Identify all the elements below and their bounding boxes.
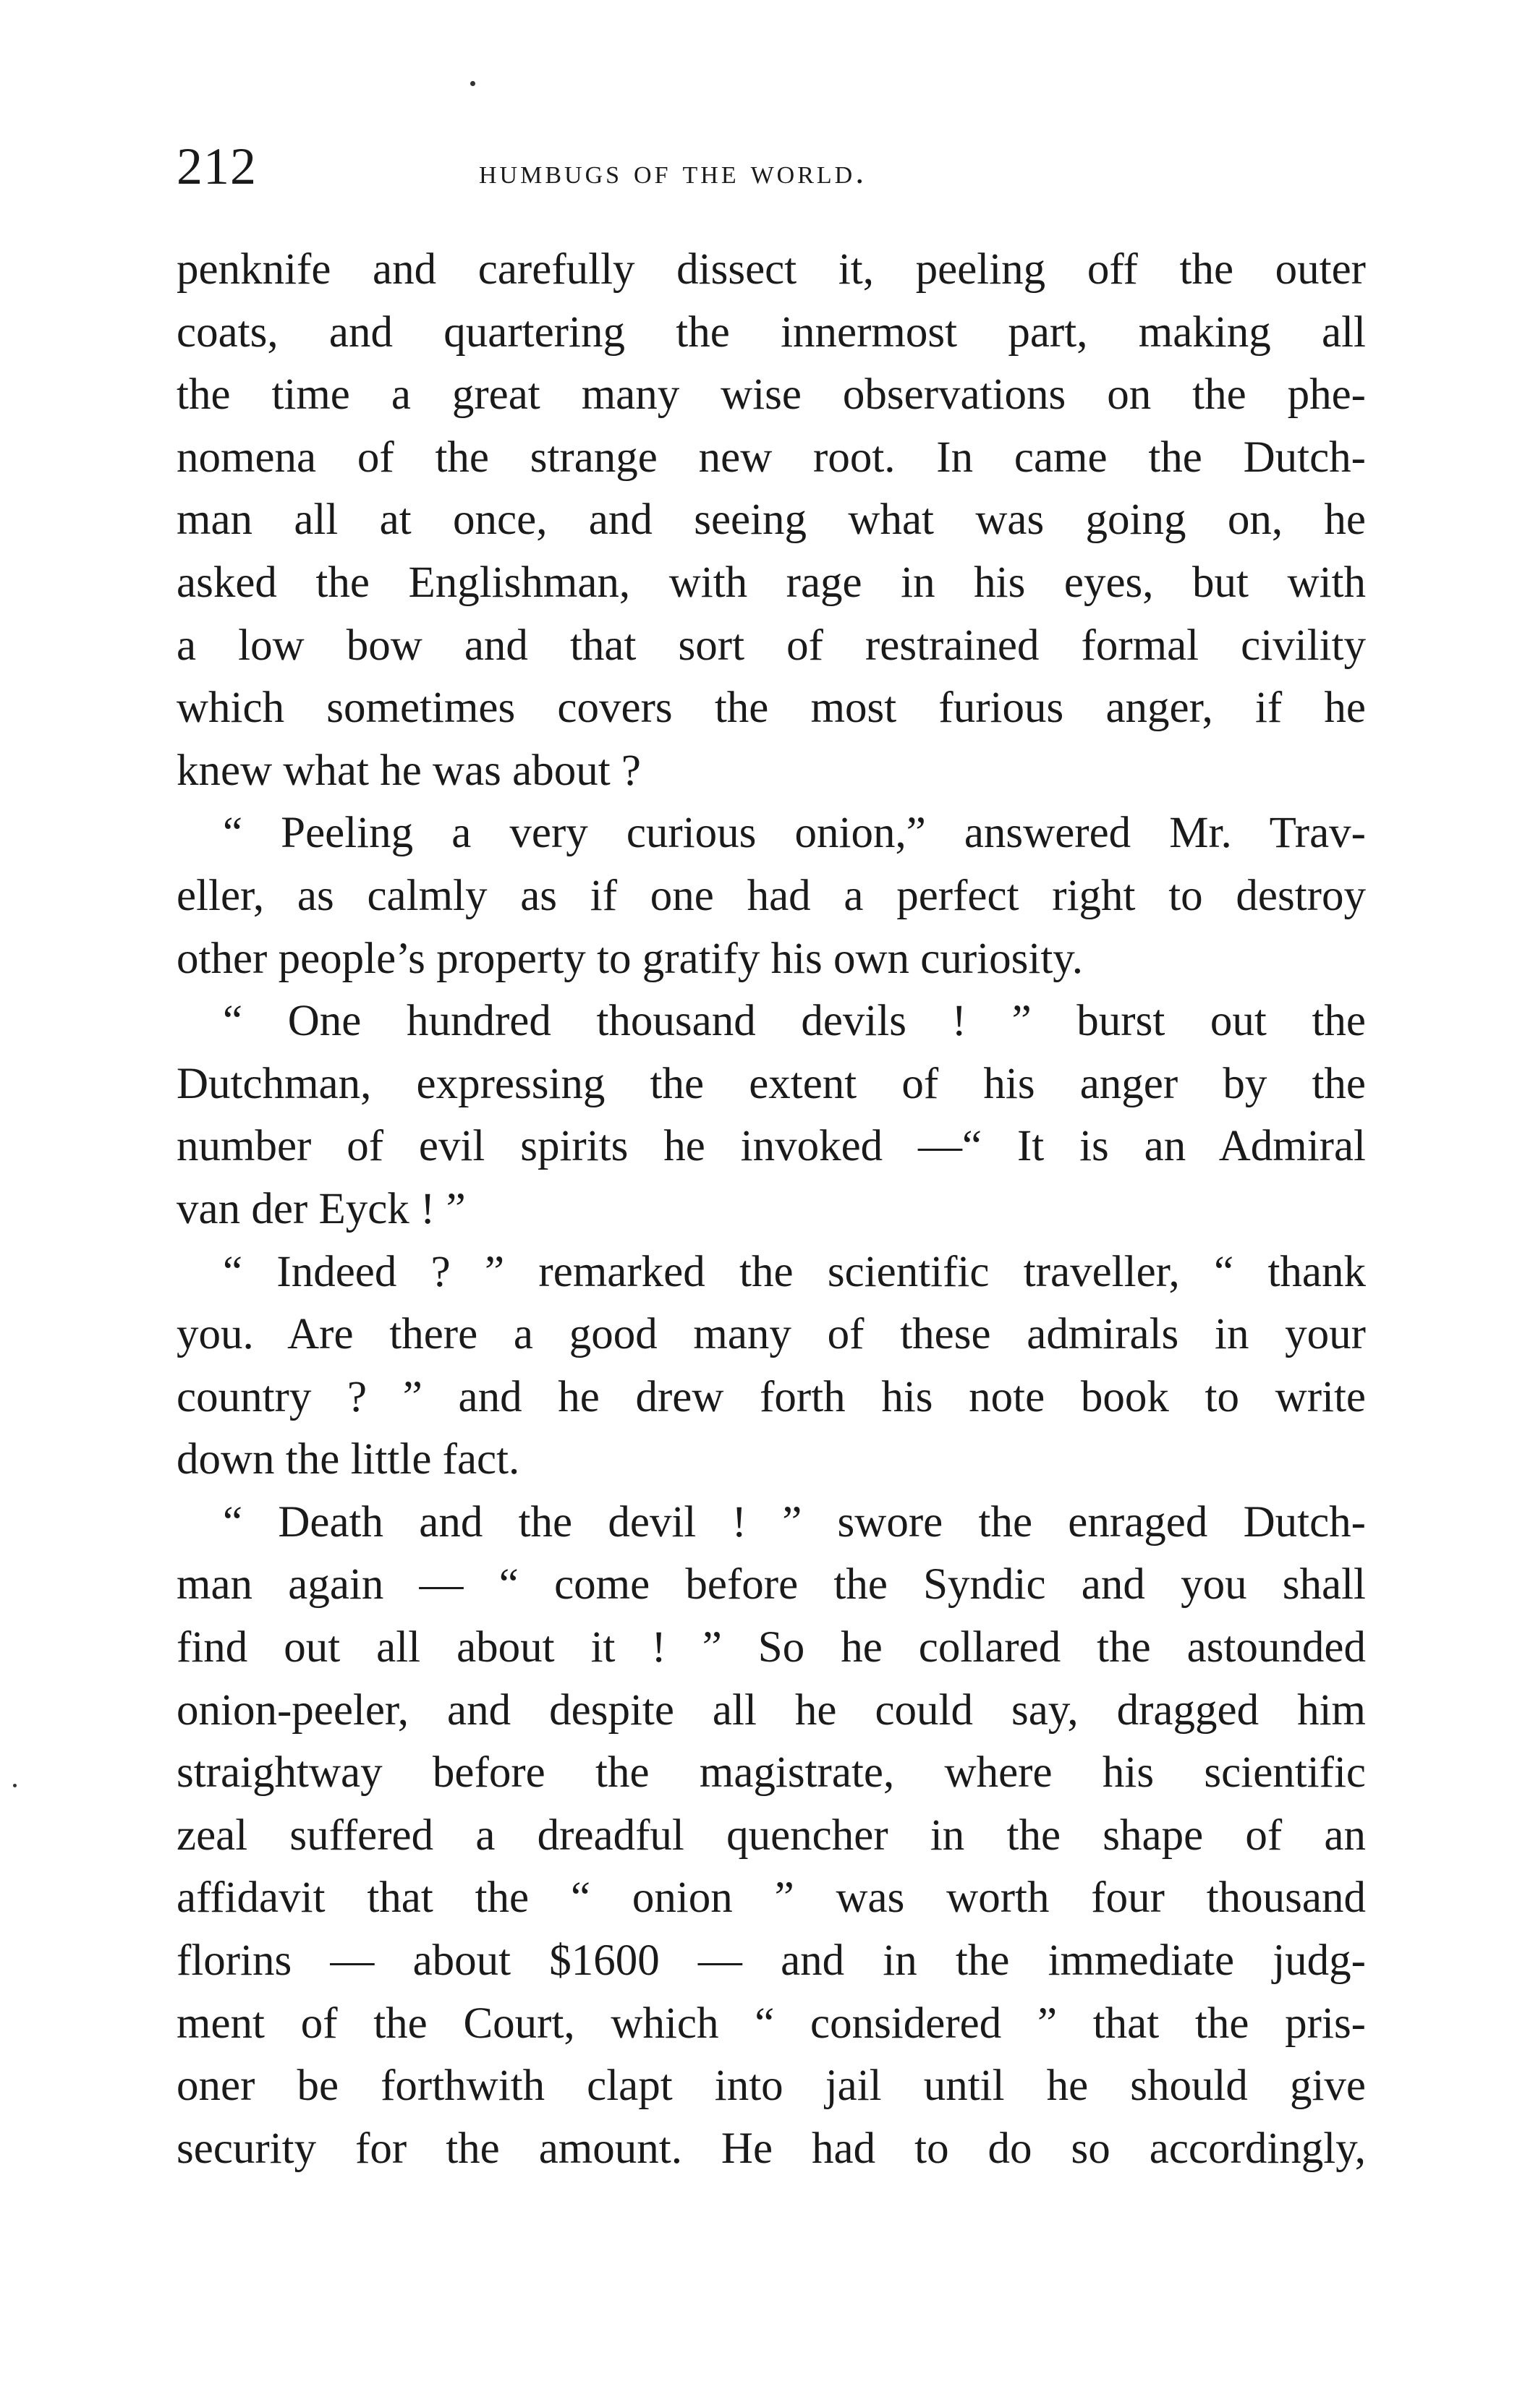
page-header <box>177 123 1363 210</box>
text-line: onion-peeler, and despite all he could say, dragged him <box>177 1685 1366 1735</box>
ink-speck <box>470 81 475 86</box>
text-line: down the little fact. <box>177 1435 520 1484</box>
body-text <box>177 239 1366 2180</box>
text-line: affidavit that the “ onion ” was worth four thousand <box>177 1873 1366 1923</box>
text-line: eller, as calmly as if one had a perfect right to destroy <box>177 871 1366 920</box>
text-line: oner be forthwith clapt into jail until he should give <box>177 2062 1366 2111</box>
text-line: man again — “ come before the Syndic and you shall <box>177 1560 1366 1609</box>
text-line: van der Eyck ! ” <box>177 1184 466 1233</box>
text-line: the time a great many wise observations on the phe- <box>177 370 1366 420</box>
text-line: “ Peeling a very curious onion,” answered Mr. Trav- <box>223 809 1366 858</box>
ink-speck <box>13 1784 17 1787</box>
text-line: find out all about it ! ” So he collared the astounded <box>177 1623 1366 1672</box>
text-line: straightway before the magistrate, where his scientific <box>177 1748 1366 1798</box>
running-head: humbugs of the world. <box>479 153 867 191</box>
text-line: coats, and quartering the innermost part, making all <box>177 307 1366 357</box>
text-line: other people’s property to gratify his own curiosity. <box>177 934 1084 983</box>
text-line: a low bow and that sort of restrained formal civility <box>177 621 1366 670</box>
text-line: “ One hundred thousand devils ! ” burst out the <box>223 997 1366 1046</box>
text-line: zeal suffered a dreadful quencher in the shape of an <box>177 1811 1366 1860</box>
text-line: penknife and carefully dissect it, peeling off the outer <box>177 245 1366 294</box>
text-line: number of evil spirits he invoked —“ It is an Admiral <box>177 1122 1366 1171</box>
text-line: knew what he was about ? <box>177 746 641 795</box>
text-line: nomena of the strange new root. In came the Dutch- <box>177 433 1366 482</box>
text-line: ment of the Court, which “ considered ” that the pris- <box>177 1999 1366 2048</box>
text-line: you. Are there a good many of these admirals in your <box>177 1310 1366 1359</box>
text-line: asked the Englishman, with rage in his eyes, but with <box>177 558 1366 607</box>
text-line: “ Indeed ? ” remarked the scientific traveller, “ thank <box>223 1247 1366 1296</box>
text-line: Dutchman, expressing the extent of his anger by the <box>177 1059 1366 1108</box>
text-line: man all at once, and seeing what was going on, he <box>177 495 1366 545</box>
page-number: 212 <box>177 137 257 195</box>
text-line: florins — about $1600 — and in the immediate judg- <box>177 1936 1366 1986</box>
text-line: country ? ” and he drew forth his note book to write <box>177 1372 1366 1421</box>
text-line: “ Death and the devil ! ” swore the enraged Dutch- <box>223 1497 1366 1547</box>
text-line: security for the amount. He had to do so accordingly, <box>177 2124 1366 2173</box>
text-line: which sometimes covers the most furious anger, if he <box>177 684 1366 733</box>
